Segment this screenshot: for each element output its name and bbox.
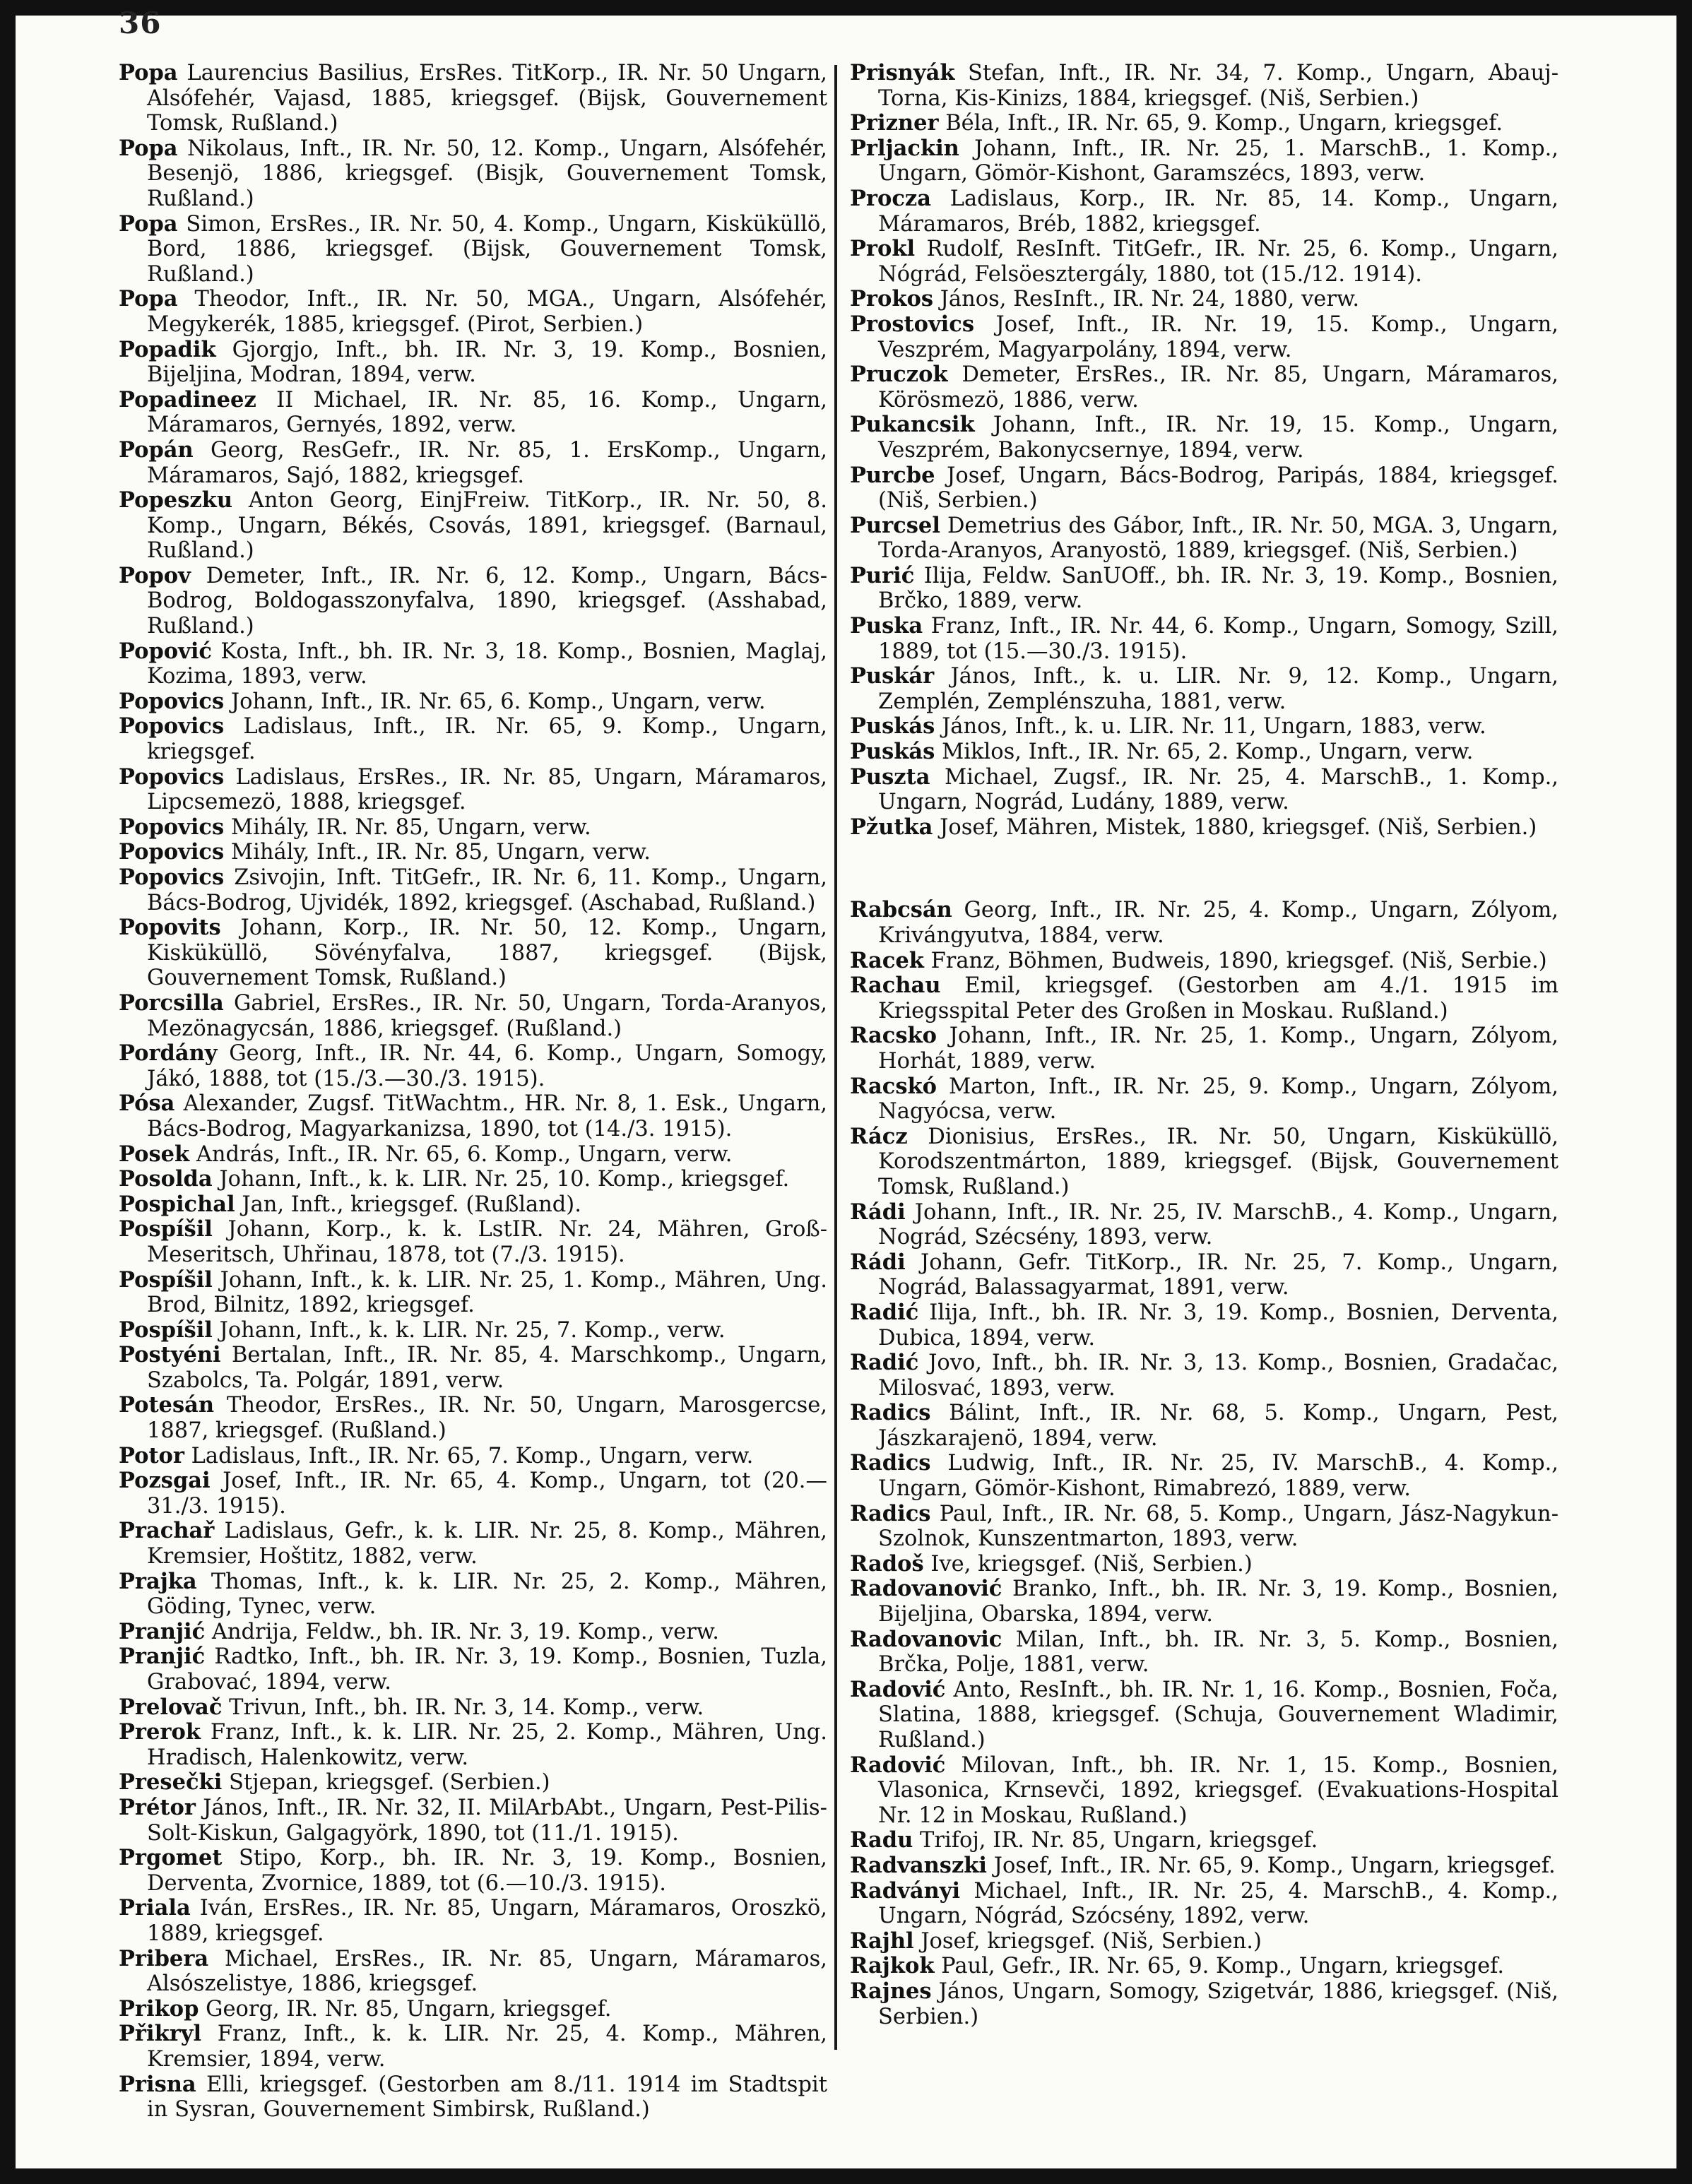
- entry-details: Franz, Inft., k. k. LIR. Nr. 25, 4. Komp., Mähren, Kremsier, 1894, verw.: [147, 2022, 827, 2072]
- entry-surname: Popa: [119, 286, 178, 312]
- entry-surname: Rabcsán: [850, 897, 952, 923]
- list-entry: [119, 1997, 827, 2022]
- entry-details: Johann, Gefr. TitKorp., IR. Nr. 25, 7. Komp., Ungarn, Nográd, Balassagyarmat, 1891, verw.: [878, 1250, 1559, 1300]
- entry-details: Andrija, Feldw., bh. IR. Nr. 3, 19. Komp., verw.: [211, 1619, 719, 1644]
- list-entry: [119, 1770, 827, 1796]
- entry-details: András, Inft., IR. Nr. 65, 6. Komp., Ungarn, verw.: [196, 1141, 733, 1167]
- list-entry: [119, 1468, 827, 1519]
- entry-surname: Radu: [850, 1827, 913, 1853]
- list-entry: [119, 61, 827, 136]
- list-entry: [119, 1167, 827, 1192]
- list-entry: [119, 1846, 827, 1896]
- entry-surname: Popović: [119, 638, 213, 664]
- list-entry: [850, 514, 1558, 564]
- entry-surname: Prelovač: [119, 1694, 223, 1720]
- entry-details: Johann, Inft., IR. Nr. 65, 6. Komp., Ungarn, verw.: [230, 689, 766, 714]
- entry-surname: Rádi: [850, 1199, 906, 1225]
- scan-border-top: [0, 0, 1692, 16]
- entry-details: Alexander, Zugsf. TitWachtm., HR. Nr. 8, 1. Esk., Ungarn, Bács-Bodrog, Magyarkanizsa, 1890, tot (14./3. 1915).: [147, 1091, 827, 1141]
- entry-details: Rudolf, ResInft. TitGefr., IR. Nr. 25, 6. Komp., Ungarn, Nógrád, Felsöesztergály, 1880, tot (15./12. 1914).: [878, 237, 1558, 287]
- entry-details: Anto, ResInft., bh. IR. Nr. 1, 16. Komp., Bosnien, Foča, Slatina, 1888, kriegsgef. (Schuja, Gouvernement Wladimir, Rußland.): [878, 1677, 1558, 1752]
- entry-surname: Rajkok: [850, 1953, 935, 1979]
- entry-details: Johann, Inft., IR. Nr. 25, 1. MarschB., 1. Komp., Ungarn, Gömör-Kishont, Garamszécs, 1893, verw.: [878, 136, 1558, 186]
- right-column: [850, 61, 1558, 2029]
- entry-details: Trivun, Inft., bh. IR. Nr. 3, 14. Komp., verw.: [229, 1695, 704, 1720]
- entry-details: Georg, Inft., IR. Nr. 44, 6. Komp., Ungarn, Somogy, Jákó, 1888, tot (15./3.—30./3. 1915).: [147, 1041, 827, 1091]
- list-entry: [850, 949, 1558, 974]
- list-entry: [119, 1217, 827, 1267]
- list-entry: [850, 1627, 1558, 1678]
- entry-surname: Popa: [119, 60, 178, 85]
- list-entry: [850, 1678, 1558, 1753]
- list-entry: [119, 564, 827, 639]
- entry-surname: Racskó: [850, 1073, 937, 1099]
- entry-details: Josef, kriegsgef. (Niš, Serbien.): [921, 1928, 1262, 1954]
- entry-details: Johann, Inft., IR. Nr. 25, IV. MarschB., 4. Komp., Ungarn, Nográd, Szécsény, 1893, verw.: [878, 1199, 1558, 1250]
- entry-surname: Rácz: [850, 1123, 908, 1149]
- entry-details: Trifoj, IR. Nr. 85, Ungarn, kriegsgef.: [920, 1828, 1318, 1853]
- entry-surname: Popán: [119, 437, 194, 463]
- entry-details: Bertalan, Inft., IR. Nr. 85, 4. Marschkomp., Ungarn, Szabolcs, Ta. Polgár, 1891, verw.: [147, 1343, 828, 1393]
- list-entry: [119, 689, 827, 715]
- entry-surname: Prisnyák: [850, 60, 955, 85]
- entry-surname: Pozsgai: [119, 1468, 211, 1494]
- entry-surname: Pranjić: [119, 1618, 206, 1644]
- entry-surname: Radovanović: [850, 1576, 1002, 1602]
- entry-surname: Popovics: [119, 688, 225, 714]
- list-entry: [119, 488, 827, 564]
- entry-details: Milan, Inft., bh. IR. Nr. 3, 5. Komp., Bosnien, Brčka, Polje, 1881, verw.: [878, 1627, 1558, 1678]
- entry-details: János, ResInft., IR. Nr. 24, 1880, verw.: [940, 287, 1360, 312]
- entry-surname: Priala: [119, 1895, 191, 1921]
- entry-details: Ludwig, Inft., IR. Nr. 25, IV. MarschB., 4. Komp., Ungarn, Gömör-Kishont, Rimabrezó, 1889, verw.: [878, 1451, 1558, 1502]
- list-entry: [119, 765, 827, 815]
- entry-details: Béla, Inft., IR. Nr. 65, 9. Komp., Ungarn, kriegsgef.: [945, 111, 1503, 136]
- entry-details: Ive, kriegsgef. (Niš, Serbien.): [930, 1551, 1253, 1577]
- entry-surname: Pordány: [119, 1040, 218, 1067]
- entry-surname: Přikryl: [119, 2021, 202, 2047]
- list-entry: [119, 1695, 827, 1721]
- entry-surname: Radović: [850, 1676, 946, 1702]
- entry-surname: Potesán: [119, 1392, 215, 1418]
- entry-details: Michael, Zugsf., IR. Nr. 25, 4. MarschB., 1. Komp., Ungarn, Nográd, Ludány, 1889, verw.: [878, 764, 1558, 815]
- list-entry: [119, 1519, 827, 1569]
- entry-details: Branko, Inft., bh. IR. Nr. 3, 19. Komp., Bosnien, Bijeljina, Obarska, 1894, verw.: [878, 1577, 1558, 1627]
- entry-surname: Purcbe: [850, 462, 935, 488]
- entry-surname: Pospichal: [119, 1191, 235, 1217]
- entry-surname: Puskár: [850, 663, 935, 689]
- list-entry: [119, 1720, 827, 1770]
- right-column-r-section: [850, 898, 1558, 2029]
- entry-surname: Purić: [850, 562, 915, 588]
- entry-surname: Popov: [119, 562, 191, 588]
- entry-details: Theodor, Inft., IR. Nr. 50, MGA., Ungarn, Alsófehér, Megykerék, 1885, kriegsgef. (Pirot, Serbien.): [147, 287, 827, 337]
- entry-details: Johann, Inft., IR. Nr. 19, 15. Komp., Ungarn, Veszprém, Bakonycsernye, 1894, verw.: [878, 413, 1558, 463]
- list-entry: [850, 973, 1558, 1023]
- list-entry: [119, 438, 827, 488]
- list-entry: [850, 1074, 1558, 1124]
- list-entry: [119, 865, 827, 915]
- scan-border-left: [0, 0, 16, 2184]
- scan-border-right: [1676, 0, 1692, 2184]
- list-entry: [119, 1192, 827, 1218]
- list-entry: [850, 614, 1558, 664]
- section-gap: [850, 840, 1558, 898]
- list-entry: [119, 1393, 827, 1443]
- entry-surname: Pospíšil: [119, 1317, 213, 1343]
- entry-details: Nikolaus, Inft., IR. Nr. 50, 12. Komp., Ungarn, Alsófehér, Besenjö, 1886, kriegsgef. (Bisjk, Gouvernement Tomsk, Rußland.): [147, 136, 827, 211]
- list-entry: [119, 2022, 827, 2072]
- list-entry: [119, 1318, 827, 1343]
- list-entry: [850, 1853, 1558, 1879]
- entry-surname: Prostovics: [850, 311, 975, 337]
- list-entry: [850, 815, 1558, 841]
- list-entry: [850, 136, 1558, 186]
- entry-surname: Posolda: [119, 1166, 213, 1192]
- entry-details: Josef, Inft., IR. Nr. 19, 15. Komp., Ungarn, Veszprém, Magyarpolány, 1894, verw.: [878, 311, 1558, 362]
- list-entry: [850, 1300, 1558, 1351]
- entry-surname: Racek: [850, 947, 924, 973]
- list-entry: [119, 338, 827, 388]
- entry-details: Jovo, Inft., bh. IR. Nr. 3, 13. Komp., Bosnien, Gradačac, Milosvać, 1893, verw.: [878, 1351, 1558, 1401]
- list-entry: [850, 1451, 1558, 1501]
- entry-surname: Popadineez: [119, 386, 256, 413]
- list-entry: [119, 1947, 827, 1997]
- column-divider: [834, 65, 837, 2050]
- list-entry: [850, 1753, 1558, 1829]
- entry-details: Ilija, Inft., bh. IR. Nr. 3, 19. Komp., Bosnien, Derventa, Dubica, 1894, verw.: [878, 1300, 1558, 1351]
- entry-surname: Popovics: [119, 814, 225, 840]
- list-entry: [850, 1879, 1558, 1929]
- entry-surname: Prizner: [850, 110, 939, 136]
- list-entry: [119, 1620, 827, 1645]
- entry-details: Johann, Korp., IR. Nr. 50, 12. Komp., Ungarn, Kisküküllö, Sövényfalva, 1887, kriegsgef. (Bijsk, Gouvernement Tomsk, Rußland.): [147, 915, 827, 991]
- entry-surname: Radics: [850, 1400, 931, 1426]
- entry-surname: Popa: [119, 210, 178, 237]
- entry-details: Thomas, Inft., k. k. LIR. Nr. 25, 2. Komp., Mähren, Göding, Tynec, verw.: [147, 1569, 828, 1620]
- entry-surname: Rajnes: [850, 1978, 932, 2004]
- entry-surname: Puska: [850, 613, 923, 639]
- list-entry: [850, 898, 1558, 948]
- entry-details: Franz, Böhmen, Budweis, 1890, kriegsgef. (Niš, Serbie.): [930, 948, 1547, 973]
- entry-surname: Popovics: [119, 839, 225, 865]
- list-entry: [119, 1444, 827, 1469]
- entry-details: Gjorgjo, Inft., bh. IR. Nr. 3, 19. Komp., Bosnien, Bijeljina, Modran, 1894, verw.: [147, 337, 827, 388]
- entry-surname: Popovits: [119, 915, 221, 941]
- entry-details: Paul, Inft., IR. Nr. 68, 5. Komp., Ungarn, Jász-Nagykun-Szolnok, Kunszentmarton, 1893, verw.: [878, 1501, 1558, 1552]
- entry-surname: Purcsel: [850, 512, 940, 538]
- entry-surname: Rádi: [850, 1249, 906, 1275]
- list-entry: [850, 714, 1558, 740]
- list-entry: [119, 212, 827, 287]
- entry-details: Zsivojin, Inft. TitGefr., IR. Nr. 6, 11. Komp., Ungarn, Bács-Bodrog, Ujvidék, 1892, kriegsgef. (Aschabad, Rußland.): [147, 865, 827, 915]
- entry-surname: Rajhl: [850, 1928, 914, 1954]
- entry-surname: Radić: [850, 1299, 919, 1325]
- list-entry: [850, 765, 1558, 815]
- list-entry: [119, 1569, 827, 1620]
- list-entry: [119, 388, 827, 438]
- entry-surname: Pžutka: [850, 814, 933, 840]
- entry-details: Johann, Inft., IR. Nr. 25, 1. Komp., Ungarn, Zólyom, Horhát, 1889, verw.: [878, 1023, 1559, 1074]
- list-entry: [850, 1200, 1558, 1250]
- entry-details: Stjepan, kriegsgef. (Serbien.): [228, 1770, 550, 1796]
- entry-surname: Puszta: [850, 764, 930, 790]
- entry-details: Laurencius Basilius, ErsRes. TitKorp., IR. Nr. 50 Ungarn, Alsófehér, Vajasd, 1885, kriegsgef. (Bijsk, Gouvernement Tomsk, Rußland.): [147, 61, 827, 136]
- entry-surname: Prokl: [850, 236, 916, 262]
- list-entry: [850, 1250, 1558, 1300]
- entry-details: Dionisius, ErsRes., IR. Nr. 50, Ungarn, Kisküküllö, Korodszentmárton, 1889, kriegsgef. (Bijsk, Gouvernement Tomsk, Rußland.): [878, 1124, 1558, 1199]
- entry-surname: Radics: [850, 1500, 931, 1526]
- list-entry: [119, 1644, 827, 1695]
- list-entry: [119, 2072, 827, 2123]
- entry-surname: Popa: [119, 135, 178, 161]
- entry-surname: Prisna: [119, 2071, 196, 2097]
- entry-surname: Radvanszki: [850, 1852, 988, 1878]
- entry-surname: Puskás: [850, 739, 935, 765]
- entry-details: Josef, Ungarn, Bács-Bodrog, Paripás, 1884, kriegsgef. (Niš, Serbien.): [878, 463, 1558, 514]
- entry-surname: Rachau: [850, 973, 941, 999]
- list-entry: [119, 815, 827, 841]
- entry-details: János, Inft., IR. Nr. 32, II. MilArbAbt., Ungarn, Pest-Pilis-Solt-Kiskun, Galgagyörk, 1890, tot (11./1. 1915).: [147, 1795, 827, 1846]
- entry-surname: Prachař: [119, 1518, 215, 1544]
- entry-details: Mihály, Inft., IR. Nr. 85, Ungarn, verw.: [230, 840, 651, 865]
- list-entry: [850, 664, 1558, 714]
- entry-details: Demeter, Inft., IR. Nr. 6, 12. Komp., Ungarn, Bács-Bodrog, Boldogasszonyfalva, 1890, kriegsgef. (Asshabad, Rußland.): [147, 563, 827, 639]
- list-entry: [850, 564, 1558, 614]
- entry-surname: Prokos: [850, 286, 933, 312]
- entry-details: Stefan, Inft., IR. Nr. 34, 7. Komp., Ungarn, Abauj-Torna, Kis-Kinizs, 1884, kriegsgef. (Niš, Serbien.): [878, 61, 1558, 111]
- entry-surname: Pospíšil: [119, 1216, 213, 1242]
- list-entry: [119, 639, 827, 689]
- entry-details: Ladislaus, Inft., IR. Nr. 65, 7. Komp., Ungarn, verw.: [191, 1443, 754, 1468]
- entry-details: Georg, IR. Nr. 85, Ungarn, kriegsgef.: [206, 1996, 612, 2022]
- entry-surname: Presečki: [119, 1769, 223, 1796]
- list-entry: [850, 287, 1558, 312]
- entry-surname: Prikop: [119, 1995, 199, 2022]
- entry-surname: Pranjić: [119, 1644, 206, 1670]
- entry-surname: Pukancsik: [850, 412, 975, 438]
- entry-surname: Pospíšil: [119, 1266, 213, 1293]
- list-entry: [850, 111, 1558, 136]
- entry-details: Georg, Inft., IR. Nr. 25, 4. Komp., Ungarn, Zólyom, Krivángyutva, 1884, verw.: [878, 898, 1558, 948]
- list-entry: [850, 362, 1558, 413]
- entry-surname: Radić: [850, 1350, 919, 1376]
- entry-surname: Postyéni: [119, 1342, 221, 1368]
- list-entry: [850, 1828, 1558, 1853]
- entry-details: Ladislaus, Inft., IR. Nr. 65, 9. Komp., Ungarn, kriegsgef.: [147, 714, 827, 765]
- entry-surname: Popadik: [119, 336, 216, 362]
- entry-details: Jan, Inft., kriegsgef. (Rußland).: [242, 1192, 581, 1217]
- list-entry: [119, 1091, 827, 1141]
- entry-details: Franz, Inft., IR. Nr. 44, 6. Komp., Ungarn, Somogy, Szill, 1889, tot (15.—30./3. 1915).: [878, 614, 1558, 664]
- list-entry: [850, 1552, 1558, 1577]
- list-entry: [119, 1268, 827, 1318]
- entry-surname: Radovanovic: [850, 1626, 1002, 1652]
- entry-details: Gabriel, ErsRes., IR. Nr. 50, Ungarn, Torda-Aranyos, Mezönagycsán, 1886, kriegsgef. (Rußland.): [147, 990, 827, 1041]
- entry-surname: Porcsilla: [119, 990, 224, 1016]
- list-entry: [850, 1502, 1558, 1552]
- entry-details: II Michael, IR. Nr. 85, 16. Komp., Ungarn, Máramaros, Gernyés, 1892, verw.: [147, 387, 828, 438]
- entry-details: János, Ungarn, Somogy, Szigetvár, 1886, kriegsgef. (Niš, Serbien.): [878, 1978, 1558, 2029]
- list-entry: [850, 1401, 1558, 1451]
- list-entry: [850, 1351, 1558, 1401]
- entry-surname: Prajka: [119, 1568, 197, 1594]
- entry-details: Stipo, Korp., bh. IR. Nr. 3, 19. Komp., Bosnien, Derventa, Zvornice, 1889, tot (6.—10./3. 1915).: [147, 1846, 827, 1896]
- list-entry: [119, 714, 827, 764]
- entry-details: Anton Georg, EinjFreiw. TitKorp., IR. Nr. 50, 8. Komp., Ungarn, Békés, Csovás, 1891, kriegsgef. (Barnaul, Rußland.): [147, 488, 827, 564]
- list-entry: [850, 1023, 1558, 1074]
- entry-details: Bálint, Inft., IR. Nr. 68, 5. Komp., Ungarn, Pest, Jászkarajenö, 1894, verw.: [878, 1401, 1558, 1451]
- entry-details: Josef, Mähren, Mistek, 1880, kriegsgef. (Niš, Serbien.): [940, 814, 1537, 840]
- entry-details: Michael, Inft., IR. Nr. 25, 4. MarschB., 4. Komp., Ungarn, Nógrád, Szócsény, 1892, verw.: [878, 1878, 1558, 1929]
- list-entry: [119, 1041, 827, 1091]
- list-entry: [119, 991, 827, 1041]
- list-entry: [119, 1343, 827, 1393]
- entry-surname: Puskás: [850, 713, 935, 740]
- entry-surname: Racsko: [850, 1023, 937, 1049]
- list-entry: [850, 1929, 1558, 1954]
- entry-surname: Prljackin: [850, 135, 959, 161]
- list-entry: [850, 186, 1558, 237]
- entry-surname: Posek: [119, 1141, 190, 1167]
- entry-surname: Radović: [850, 1752, 946, 1778]
- entry-details: Ladislaus, ErsRes., IR. Nr. 85, Ungarn, Máramaros, Lipcsemezö, 1888, kriegsgef.: [147, 764, 827, 815]
- entry-details: Josef, Inft., IR. Nr. 65, 9. Komp., Ungarn, kriegsgef.: [993, 1853, 1556, 1878]
- entry-details: Ilija, Feldw. SanUOff., bh. IR. Nr. 3, 19. Komp., Bosnien, Brčko, 1889, verw.: [878, 563, 1558, 614]
- entry-details: Mihály, IR. Nr. 85, Ungarn, verw.: [230, 814, 591, 840]
- list-entry: [850, 237, 1558, 287]
- list-entry: [850, 1979, 1558, 2029]
- list-entry: [119, 915, 827, 991]
- entry-details: Simon, ErsRes., IR. Nr. 50, 4. Komp., Ungarn, Kisküküllö, Bord, 1886, kriegsgef. (Bijsk, Gouvernement Tomsk, Rußland.): [147, 211, 827, 287]
- entry-details: Elli, kriegsgef. (Gestorben am 8./11. 1914 im Stadtspit in Sysran, Gouvernement Simbirsk, Rußland.): [147, 2072, 827, 2123]
- entry-details: Demetrius des Gábor, Inft., IR. Nr. 50, MGA. 3, Ungarn, Torda-Aranyos, Aranyostö, 1889, kriegsgef. (Niš, Serbien.): [878, 513, 1558, 564]
- list-entry: [119, 1142, 827, 1168]
- entry-surname: Pribera: [119, 1945, 209, 1971]
- entry-surname: Prgomet: [119, 1845, 223, 1871]
- entry-details: Johann, Korp., k. k. LstIR. Nr. 24, Mähren, Groß-Meseritsch, Uhřinau, 1878, tot (7./3. 1915).: [147, 1217, 827, 1267]
- scan-border-bottom: [0, 2168, 1692, 2184]
- list-entry: [119, 136, 827, 212]
- entry-details: Emil, kriegsgef. (Gestorben am 4./1. 1915 im Kriegsspital Peter des Großen in Moskau. Rußland.): [878, 973, 1558, 1023]
- entry-details: Marton, Inft., IR. Nr. 25, 9. Komp., Ungarn, Zólyom, Nagyócsa, verw.: [878, 1074, 1558, 1124]
- entry-surname: Popeszku: [119, 487, 232, 514]
- entry-details: Milovan, Inft., bh. IR. Nr. 1, 15. Komp., Bosnien, Vlasonica, Krnsevči, 1892, kriegsgef. (Evakuations-Hospital Nr. 12 in Moskau, Rußland.): [878, 1752, 1558, 1828]
- entry-details: János, Inft., k. u. LIR. Nr. 9, 12. Komp., Ungarn, Zemplén, Zemplénszuha, 1881, verw.: [878, 664, 1559, 714]
- list-entry: [850, 61, 1558, 111]
- entry-details: Johann, Inft., k. k. LIR. Nr. 25, 1. Komp., Mähren, Ung. Brod, Bilnitz, 1892, kriegsgef.: [147, 1267, 828, 1318]
- entry-details: János, Inft., k. u. LIR. Nr. 11, Ungarn, 1883, verw.: [942, 714, 1486, 740]
- entry-surname: Pruczok: [850, 362, 948, 388]
- left-column: [119, 61, 827, 2123]
- entry-surname: Pósa: [119, 1091, 175, 1117]
- entry-surname: Prerok: [119, 1719, 201, 1745]
- list-entry: [850, 312, 1558, 362]
- entry-surname: Radoš: [850, 1550, 924, 1577]
- entry-details: Iván, ErsRes., IR. Nr. 85, Ungarn, Máramaros, Oroszkö, 1889, kriegsgef.: [147, 1896, 827, 1946]
- entry-surname: Popovics: [119, 865, 225, 890]
- entry-surname: Procza: [850, 185, 932, 211]
- right-column-p-section: [850, 61, 1558, 840]
- entry-surname: Radványi: [850, 1877, 961, 1904]
- entry-surname: Radics: [850, 1450, 931, 1476]
- entry-details: Demeter, ErsRes., IR. Nr. 85, Ungarn, Máramaros, Körösmezö, 1886, verw.: [878, 362, 1558, 413]
- entry-details: Theodor, ErsRes., IR. Nr. 50, Ungarn, Marosgercse, 1887, kriegsgef. (Rußland.): [147, 1393, 827, 1444]
- list-entry: [850, 740, 1558, 765]
- entry-surname: Popovics: [119, 713, 225, 740]
- entry-details: Franz, Inft., k. k. LIR. Nr. 25, 2. Komp., Mähren, Ung. Hradisch, Halenkowitz, verw.: [147, 1720, 827, 1770]
- list-entry: [119, 840, 827, 865]
- entry-surname: Prétor: [119, 1794, 196, 1820]
- entry-details: Miklos, Inft., IR. Nr. 65, 2. Komp., Ungarn, verw.: [942, 740, 1474, 765]
- entry-surname: Potor: [119, 1442, 184, 1468]
- entry-details: Michael, ErsRes., IR. Nr. 85, Ungarn, Máramaros, Alsószelistye, 1886, kriegsgef.: [147, 1946, 827, 1997]
- list-entry: [850, 1954, 1558, 1979]
- list-entry: [850, 1124, 1558, 1200]
- list-entry: [850, 463, 1558, 514]
- list-entry: [119, 1896, 827, 1946]
- page-number: 36: [119, 6, 162, 40]
- entry-details: Johann, Inft., k. k. LIR. Nr. 25, 10. Komp., kriegsgef.: [219, 1167, 790, 1192]
- entry-surname: Popovics: [119, 764, 225, 790]
- entry-details: Ladislaus, Gefr., k. k. LIR. Nr. 25, 8. Komp., Mähren, Kremsier, Hoštitz, 1882, verw.: [147, 1519, 827, 1569]
- entry-details: Ladislaus, Korp., IR. Nr. 85, 14. Komp., Ungarn, Máramaros, Bréb, 1882, kriegsgef.: [878, 186, 1558, 237]
- list-entry: [850, 413, 1558, 463]
- entry-details: Paul, Gefr., IR. Nr. 65, 9. Komp., Ungarn, kriegsgef.: [941, 1954, 1505, 1979]
- entry-details: Johann, Inft., k. k. LIR. Nr. 25, 7. Komp., verw.: [219, 1317, 726, 1343]
- entry-details: Georg, ResGefr., IR. Nr. 85, 1. ErsKomp., Ungarn, Máramaros, Sajó, 1882, kriegsgef.: [147, 437, 827, 488]
- entry-details: Josef, Inft., IR. Nr. 65, 4. Komp., Ungarn, tot (20.—31./3. 1915).: [147, 1468, 827, 1519]
- entry-details: Kosta, Inft., bh. IR. Nr. 3, 18. Komp., Bosnien, Maglaj, Kozima, 1893, verw.: [147, 639, 827, 689]
- list-entry: [119, 287, 827, 337]
- list-entry: [119, 1796, 827, 1846]
- entry-details: Radtko, Inft., bh. IR. Nr. 3, 19. Komp., Bosnien, Tuzla, Grabovać, 1894, verw.: [147, 1644, 828, 1695]
- list-entry: [850, 1577, 1558, 1627]
